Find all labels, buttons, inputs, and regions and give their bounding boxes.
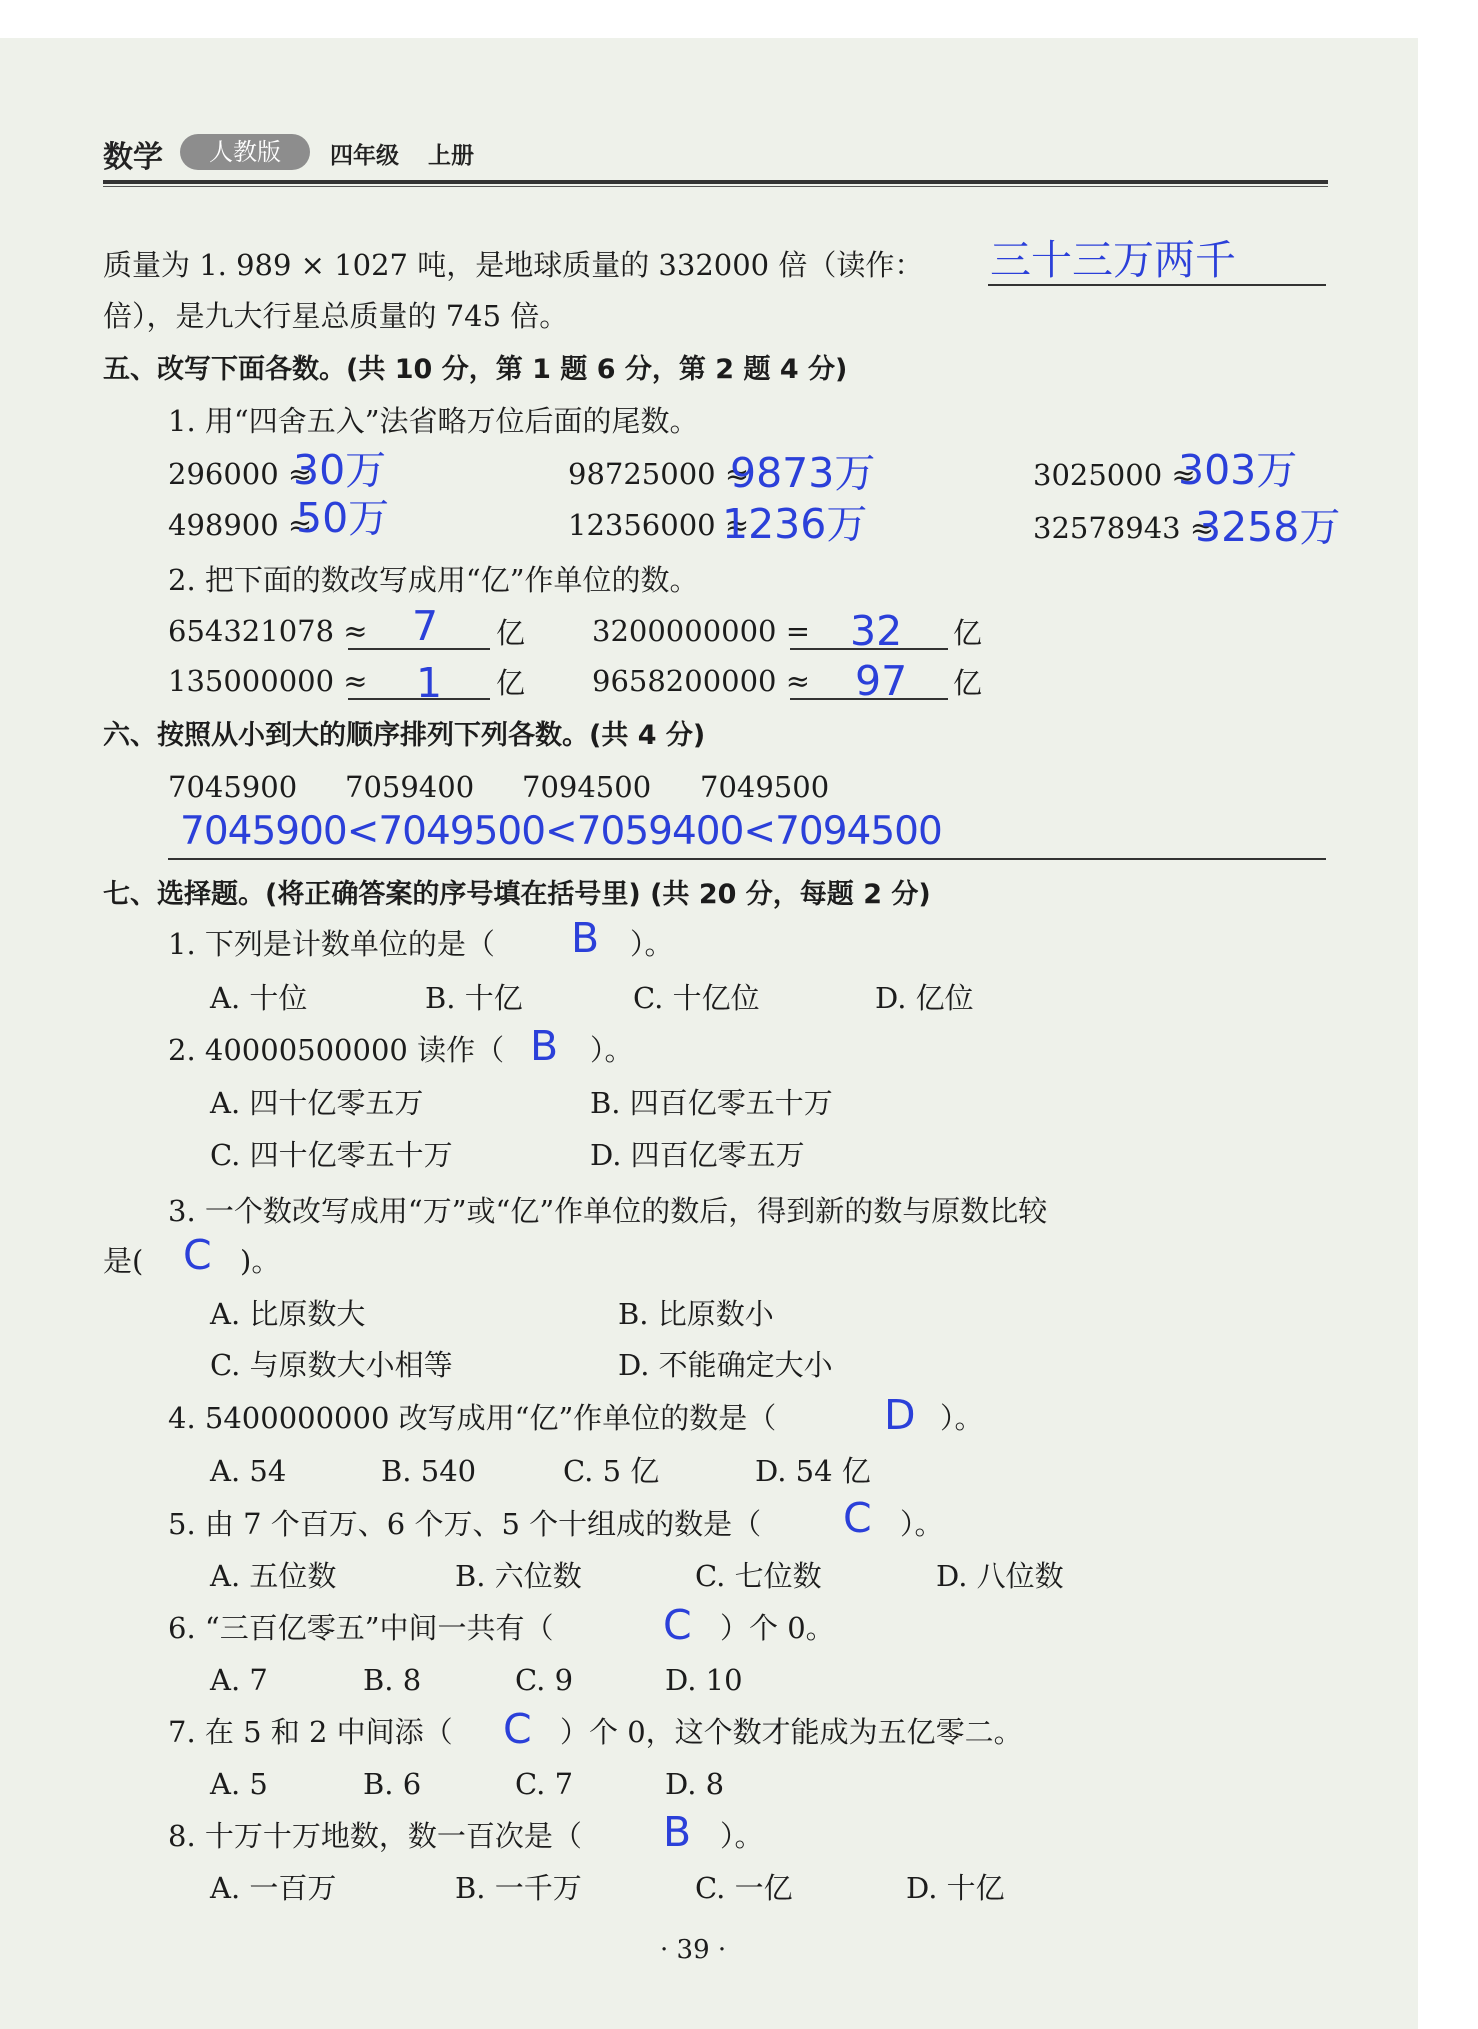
s6-answer: 7045900<7049500<7059400<7094500 xyxy=(180,809,942,854)
s5-q2-unit: 亿 xyxy=(953,666,983,700)
s7-option: C. 与原数大小相等 xyxy=(210,1348,453,1382)
s7-option: B. 四百亿零五十万 xyxy=(590,1086,833,1120)
s7-option: D. 四百亿零五万 xyxy=(590,1138,805,1172)
s5-q2-expr: 135000000 ≈ xyxy=(168,664,368,698)
s5-q1-text: 1. 用“四舍五入”法省略万位后面的尾数。 xyxy=(168,404,699,438)
s5-q2-answer: 32 xyxy=(850,607,903,655)
s7-option: C. 一亿 xyxy=(695,1871,793,1905)
s7-option: D. 八位数 xyxy=(936,1559,1064,1593)
s5-q2-expr: 3200000000 = xyxy=(592,614,811,648)
s7-q8-answer: B xyxy=(663,1808,692,1856)
s7-option: B. 8 xyxy=(363,1663,422,1697)
s7-q7-close: ）个 0，这个数才能成为五亿零二。 xyxy=(560,1715,1023,1749)
header-grade: 四年级 xyxy=(330,143,399,169)
s5-q2-answer: 97 xyxy=(855,657,908,705)
s6-number: 7049500 xyxy=(700,770,830,804)
s6-answer-line xyxy=(168,858,1326,860)
s7-q3-stem-cont: 是( xyxy=(103,1244,144,1278)
s7-q8-close: ）。 xyxy=(720,1819,764,1853)
s5-q1-answer: 50万 xyxy=(296,494,390,542)
s7-q6-close: ）个 0。 xyxy=(720,1611,835,1645)
s5-q1-answer: 9873万 xyxy=(730,449,876,497)
s7-option: B. 六位数 xyxy=(455,1559,582,1593)
header-rule xyxy=(103,180,1328,184)
s7-option: B. 比原数小 xyxy=(618,1297,774,1331)
s5-q1-answer: 1236万 xyxy=(722,500,868,548)
s7-option: D. 10 xyxy=(665,1663,743,1697)
s5-q1-expr: 32578943 ≈ xyxy=(1033,511,1215,545)
s7-option: C. 7 xyxy=(515,1767,574,1801)
s6-number: 7045900 xyxy=(168,770,298,804)
s7-q6-answer: C xyxy=(663,1601,692,1649)
s7-option: D. 不能确定大小 xyxy=(618,1348,833,1382)
section-6-title: 六、按照从小到大的顺序排列下列各数。(共 4 分) xyxy=(103,720,706,751)
s7-q3-stem: 3. 一个数改写成用“万”或“亿”作单位的数后，得到新的数与原数比较 xyxy=(168,1194,1048,1228)
s6-number: 7059400 xyxy=(345,770,475,804)
header-volume: 上册 xyxy=(428,143,474,169)
s7-q1-close: ）。 xyxy=(630,927,674,961)
s7-option: D. 十亿 xyxy=(906,1871,1005,1905)
s7-q2-stem: 2. 40000500000 读作（ xyxy=(168,1033,505,1067)
intro-answer: 三十三万两千 xyxy=(990,236,1236,284)
s5-q2-expr: 9658200000 ≈ xyxy=(592,664,811,698)
intro-line-2: 倍），是九大行星总质量的 745 倍。 xyxy=(103,299,569,333)
s7-option: A. 5 xyxy=(210,1767,268,1801)
s7-q4-answer: D xyxy=(884,1391,916,1439)
s7-q1-answer: B xyxy=(571,914,600,962)
s7-option: A. 四十亿零五万 xyxy=(210,1086,424,1120)
s7-option: A. 54 xyxy=(210,1454,287,1488)
s7-q6-stem: 6. “三百亿零五”中间一共有（ xyxy=(168,1611,554,1645)
intro-answer-blank xyxy=(988,284,1326,286)
s5-q2-answer: 7 xyxy=(412,602,439,650)
intro-line-1: 质量为 1. 989 × 1027 吨，是地球质量的 332000 倍（读作： xyxy=(103,248,924,282)
s5-q1-answer: 3258万 xyxy=(1195,503,1341,551)
s7-option: A. 十位 xyxy=(210,981,308,1015)
s7-q8-stem: 8. 十万十万地数，数一百次是（ xyxy=(168,1819,582,1853)
s7-option: D. 54 亿 xyxy=(755,1454,871,1488)
s7-option: B. 十亿 xyxy=(425,981,523,1015)
s5-q2-answer: 1 xyxy=(416,659,443,707)
s7-q4-close: ）。 xyxy=(940,1401,984,1435)
s7-q2-answer: B xyxy=(530,1022,559,1070)
s5-q1-expr: 12356000 ≈ xyxy=(568,508,750,542)
s7-q2-close: ）。 xyxy=(590,1033,634,1067)
s5-q1-answer: 303万 xyxy=(1178,446,1298,494)
s7-option: A. 一百万 xyxy=(210,1871,337,1905)
s7-option: B. 一千万 xyxy=(455,1871,582,1905)
s7-q3-close: )。 xyxy=(240,1244,281,1278)
s7-option: B. 6 xyxy=(363,1767,422,1801)
s7-option: C. 9 xyxy=(515,1663,574,1697)
s7-option: C. 七位数 xyxy=(695,1559,822,1593)
s7-q5-answer: C xyxy=(843,1494,872,1542)
s7-q7-answer: C xyxy=(503,1705,532,1753)
s7-option: C. 十亿位 xyxy=(633,981,760,1015)
s7-option: A. 五位数 xyxy=(210,1559,337,1593)
s5-q1-expr: 498900 ≈ xyxy=(168,508,313,542)
s7-option: D. 8 xyxy=(665,1767,725,1801)
s7-option: A. 比原数大 xyxy=(210,1297,366,1331)
section-5-title: 五、改写下面各数。(共 10 分，第 1 题 6 分，第 2 题 4 分) xyxy=(103,354,848,385)
s7-option: C. 5 亿 xyxy=(563,1454,660,1488)
s5-q1-expr: 296000 ≈ xyxy=(168,457,313,491)
s7-q7-stem: 7. 在 5 和 2 中间添（ xyxy=(168,1715,453,1749)
s5-q2-unit: 亿 xyxy=(496,616,526,650)
s5-q2-text: 2. 把下面的数改写成用“亿”作单位的数。 xyxy=(168,563,699,597)
edition-badge: 人教版 xyxy=(180,134,310,170)
s5-q1-expr: 3025000 ≈ xyxy=(1033,458,1196,492)
s5-q2-expr: 654321078 ≈ xyxy=(168,614,368,648)
s7-q5-stem: 5. 由 7 个百万、6 个万、5 个十组成的数是（ xyxy=(168,1507,762,1541)
section-7-title: 七、选择题。(将正确答案的序号填在括号里) (共 20 分，每题 2 分) xyxy=(103,879,931,910)
s5-q1-expr: 98725000 ≈ xyxy=(568,457,750,491)
s7-q3-answer: C xyxy=(183,1231,212,1279)
s7-option: B. 540 xyxy=(381,1454,477,1488)
s7-q4-stem: 4. 5400000000 改写成用“亿”作单位的数是（ xyxy=(168,1401,777,1435)
s5-q2-unit: 亿 xyxy=(953,616,983,650)
s5-q1-answer: 30万 xyxy=(293,446,387,494)
s7-q5-close: ）。 xyxy=(900,1507,944,1541)
s7-option: D. 亿位 xyxy=(875,981,974,1015)
s7-option: A. 7 xyxy=(210,1663,268,1697)
s5-q2-unit: 亿 xyxy=(496,666,526,700)
s7-q1-stem: 1. 下列是计数单位的是（ xyxy=(168,927,495,961)
header-subject: 数学 xyxy=(103,140,163,175)
page-number: · 39 · xyxy=(660,1935,727,1965)
s6-number: 7094500 xyxy=(522,770,652,804)
s7-option: C. 四十亿零五十万 xyxy=(210,1138,453,1172)
header-rule-thin xyxy=(103,186,1328,187)
